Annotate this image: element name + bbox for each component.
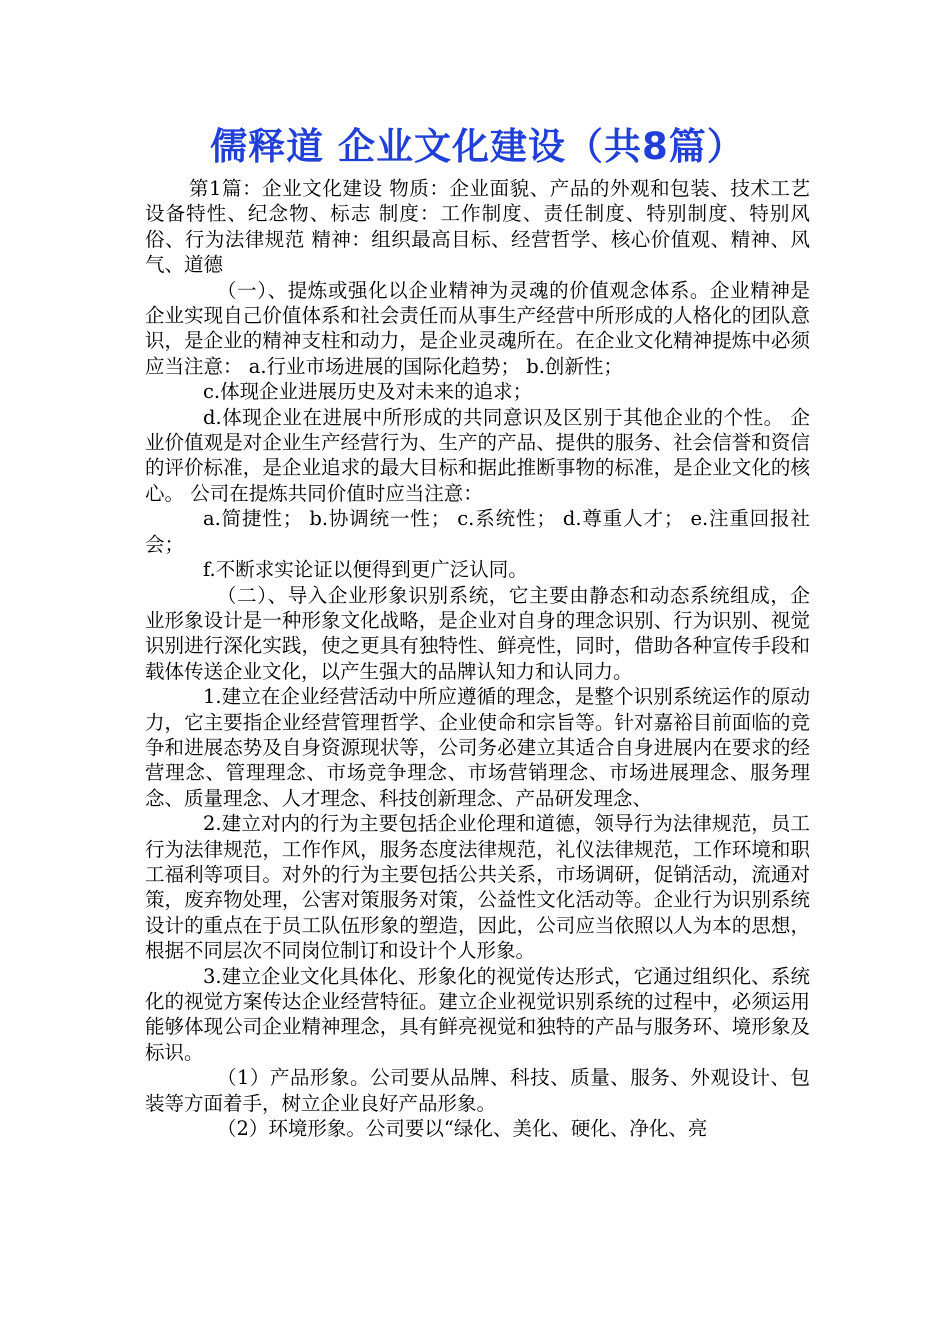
- paragraph-value-points: a.简捷性； b.协调统一性； c.系统性； d.尊重人才； e.注重回报社会；: [145, 507, 810, 556]
- paragraph-section-two: （二）、导入企业形象识别系统，它主要由静态和动态系统组成，企业形象设计是一种形象文化战略，是企业对自身的理念识别、行为识别、视觉识别进行深化实践，使之更具有独特性、鲜亮性，同时，借助各种宣传手段和载体传送企业文化，以产生强大的品牌认知力和认同力。: [145, 583, 810, 683]
- paragraph-item-f: f.不断求实论证以便得到更广泛认同。: [203, 558, 528, 582]
- document-title: 儒释道 企业文化建设（共8篇）: [210, 125, 745, 168]
- paragraph-section-one: （一）、提炼或强化以企业精神为灵魂的价值观念体系。企业精神是企业实现自己价值体系和社会责任而从事生产经营中所形成的人格化的团队意识，是企业的精神支柱和动力，是企业灵魂所在。在企业文化精神提炼中必须应当注意： a.行业市场进展的国际化趋势； b.创新性；: [145, 278, 810, 378]
- paragraph-item-c: c.体现企业进展历史及对未来的追求；: [203, 380, 533, 404]
- paragraph-product-image: （1）产品形象。公司要从品牌、科技、质量、服务、外观设计、包装等方面着手，树立企业良好产品形象。: [145, 1066, 810, 1115]
- paragraph-part1-overview: 第1篇：企业文化建设 物质：企业面貌、产品的外观和包装、技术工艺设备特性、纪念物、标志 制度：工作制度、责任制度、特别制度、特别风俗、行为法律规范 精神：组织最高目标、经营哲学、核心价值观、精神、风气、道德: [145, 177, 810, 277]
- paragraph-point-2: 2.建立对内的行为主要包括企业伦理和道德，领导行为法律规范，员工行为法律规范，工作作风，服务态度法律规范，礼仪法律规范，工作环境和职工福利等项目。对外的行为主要包括公共关系，市场调研，促销活动，流通对策，废弃物处理，公害对策服务对策，公益性文化活动等。企业行为识别系统设计的重点在于员工队伍形象的塑造，因此，公司应当依照以人为本的思想，根据不同层次不同岗位制订和设计个人形象。: [145, 812, 810, 963]
- paragraph-environment-image: （2）环境形象。公司要以“绿化、美化、硬化、净化、亮: [217, 1117, 708, 1141]
- paragraph-point-1: 1.建立在企业经营活动中所应遵循的理念，是整个识别系统运作的原动力，它主要指企业经营管理哲学、企业使命和宗旨等。针对嘉裕目前面临的竞争和进展态势及自身资源现状等，公司务必建立其适合自身进展内在要求的经营理念、管理理念、市场竞争理念、市场营销理念、市场进展理念、服务理念、质量理念、人才理念、科技创新理念、产品研发理念、: [145, 685, 810, 810]
- paragraph-item-d: d.体现企业在进展中所形成的共同意识及区别于其他企业的个性。 企业价值观是对企业生产经营行为、生产的产品、提供的服务、社会信誉和资信的评价标准，是企业追求的最大目标和据此推断事物的标准，是企业文化的核心。 公司在提炼共同价值时应当注意：: [145, 405, 810, 505]
- document-page: [145, 122, 810, 1141]
- paragraph-point-3: 3.建立企业文化具体化、形象化的视觉传达形式，它通过组织化、系统化的视觉方案传达企业经营特征。建立企业视觉识别系统的过程中，必须运用能够体现公司企业精神理念，具有鲜亮视觉和独特的产品与服务环、境形象及标识。: [145, 964, 810, 1064]
